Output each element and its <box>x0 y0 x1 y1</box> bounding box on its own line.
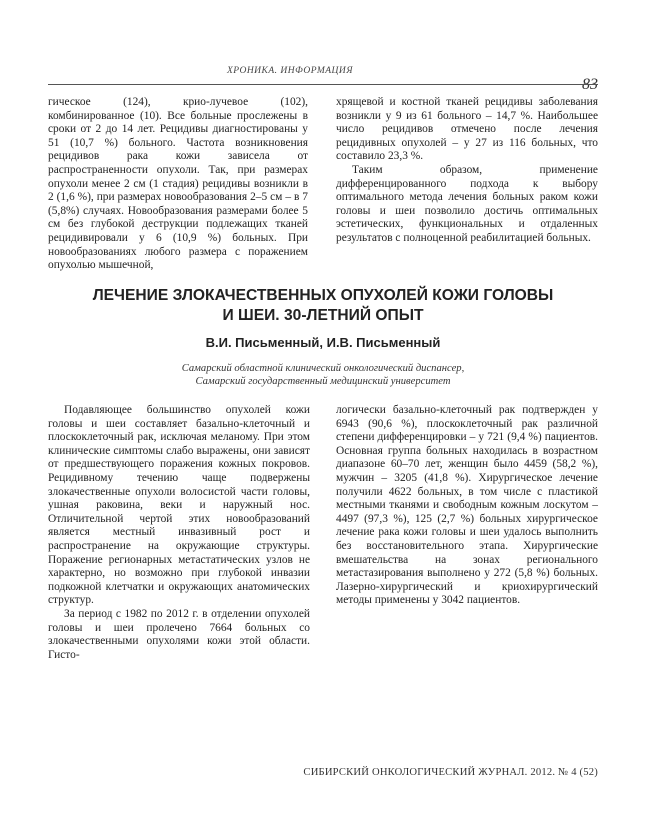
running-header: ХРОНИКА. ИНФОРМАЦИЯ <box>226 66 353 76</box>
article-affiliation <box>48 362 598 388</box>
header-rule <box>48 84 598 85</box>
article-authors: В.И. Письменный, И.В. Письменный <box>205 335 441 350</box>
paragraph: хрящевой и костной тканей рецидивы заболевания возникли у 9 из 61 больного – 14,7 %. Наибольшее число рецидивов отмечено после лечения рецидивных опухолей – у 27 из 116 больных, что составило 23,3 %. <box>336 96 598 163</box>
paragraph: За период с 1982 по 2012 г. в отделении опухолей головы и шеи пролечено 7664 больных со злокачественными опухолями кожи этой области. Гисто- <box>48 607 310 661</box>
page-number: 83 <box>582 76 598 93</box>
article-body-column-left <box>48 404 310 662</box>
paragraph: логически базально-клеточный рак подтвержден у 6943 (90,6 %), плоскоклеточный рак различной степени дифференцировки – у 721 (9,4 %) пациентов. Основная группа больных находилась в возрастном диапазоне 60–70 лет, женщин было 4459 (58,2 %), мужчин – 3205 (41,8 %). Хирургическое лечение получили 4622 больных, в том числе с пластикой местными тканями и свободным кожным лоскутом – 4497 (97,3 %), 125 (2,7 %) больных хирургическое лечение рака кожи головы и шеи удалось выполнить без восстановительного этапа. Хирургические вмешательства на зонах регионального метастазирования выполнено у 272 (5,8 %) больных. Лазерно-хирургический и криохирургический методы применены у 3042 пациентов. <box>336 404 598 607</box>
affiliation-line: Самарский государственный медицинский университет <box>195 376 451 387</box>
paragraph: гическое (124), крио-лучевое (102), комбинированное (10). Все больные прослежены в сроки от 2 до 14 лет. Рецидивы диагностированы у 51 (10,7 %) больного. Частота возникновения рецидивов рака кожи зависела от распространенности опухоли. Так, при размерах опухоли менее 2 см (1 стадия) рецидивы возникли в 2 (1,6 %), при размерах новообразования 2–5 см – в 7 (5,8%) случаях. Новообразования размерами более 5 см без глубокой деструкции подлежащих тканей рецидивировали у 6 (10,9 %) больных. При новообразованиях любого размера с поражением опухолью мышечной, <box>48 96 308 272</box>
paragraph: Таким образом, применение дифференцированного подхода к выбору оптимального метода лечения больных раком кожи головы и шеи позволило достичь оптимальных эстетических, функциональных и отдаленных результатов с полноценной реабилитацией больных. <box>336 163 598 244</box>
previous-article-column-right <box>336 96 598 246</box>
article-title-line: ЛЕЧЕНИЕ ЗЛОКАЧЕСТВЕННЫХ ОПУХОЛЕЙ КОЖИ ГОЛОВЫ <box>92 287 554 304</box>
affiliation-line: Самарский областной клинический онкологический диспансер, <box>181 363 465 374</box>
article-title <box>48 286 598 325</box>
journal-footer: СИБИРСКИЙ ОНКОЛОГИЧЕСКИЙ ЖУРНАЛ. 2012. № 4 (52) <box>303 767 598 778</box>
paragraph: Подавляющее большинство опухолей кожи головы и шеи составляет базально-клеточный и плоскоклеточный рак, исключая меланому. При этом клинические симптомы слабо выражены, они зависят от предшествующего поражения кожных покровов. Рецидивному течению чаще подвержены злокачественные опухоли волосистой части головы, ушная раковина, веки и наружный нос. Отличительной чертой этих новообразований является местный инвазивный рост и распространение на окружающие структуры. Поражение регионарных метастатических узлов не характерно, но возможно при глубокой инвазии подкожной клетчатки и окружающих анатомических структур. <box>48 404 310 607</box>
article-title-line: И ШЕИ. 30-ЛЕТНИЙ ОПЫТ <box>222 306 424 324</box>
article-body-column-right <box>336 404 598 608</box>
previous-article-column-left <box>48 96 308 273</box>
